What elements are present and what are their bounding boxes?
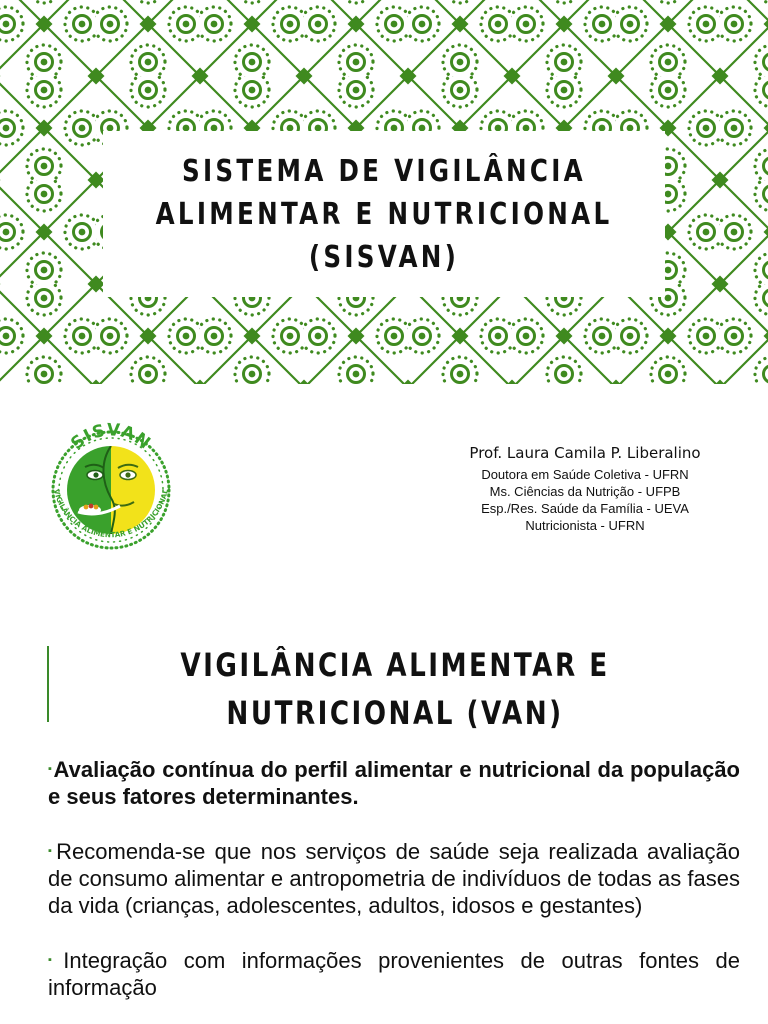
title-slide — [0, 0, 768, 384]
bullet-text: Integração com informações provenientes de outras fontes de informação — [48, 948, 740, 1000]
logo-title: SISVAN — [67, 420, 155, 454]
bullet-square-icon: ▪ — [48, 763, 53, 775]
heading-line: VIGILÂNCIA ALIMENTAR E — [180, 645, 610, 684]
bullet-square-icon: ▪ — [48, 845, 56, 857]
slide-heading — [60, 641, 730, 737]
author-info — [430, 444, 740, 534]
credential-line: Esp./Res. Saúde da Família - UEVA — [481, 501, 689, 516]
title-line: ALIMENTAR E NUTRICIONAL — [155, 196, 613, 232]
bullet-list — [48, 756, 740, 1024]
accent-bar — [47, 646, 49, 722]
credential-line: Ms. Ciências da Nutrição - UFPB — [489, 484, 681, 499]
bullet-item — [48, 756, 740, 810]
author-slide — [0, 384, 768, 574]
sisvan-logo — [40, 412, 182, 554]
slide-title — [154, 150, 615, 279]
bullet-text: Avaliação contínua do perfil alimentar e nutricional da população e seus fatores determinantes. — [48, 757, 740, 809]
credential-line: Nutricionista - UFRN — [525, 518, 645, 533]
title-line: SISTEMA DE VIGILÂNCIA — [181, 153, 587, 189]
bullet-text: Recomenda-se que nos serviços de saúde seja realizada avaliação de consumo alimentar e antropometria de indivíduos de todas as fases da vida (crianças, adolescentes, adultos, idosos e gestantes) — [48, 839, 740, 918]
logo-ring-text: VIGILÂNCIA ALIMENTAR E NUTRICIONAL — [51, 488, 171, 540]
bullet-item — [48, 947, 740, 1001]
title-box — [103, 131, 665, 297]
author-name: Prof. Laura Camila P. Liberalino — [469, 444, 701, 462]
heading-line: NUTRICIONAL (VAN) — [226, 693, 564, 732]
content-slide — [0, 574, 768, 1024]
bullet-item — [48, 838, 740, 919]
title-line: (SISVAN) — [308, 239, 460, 275]
credential-line: Doutora em Saúde Coletiva - UFRN — [481, 467, 689, 482]
bullet-square-icon: ▪ — [48, 954, 63, 966]
